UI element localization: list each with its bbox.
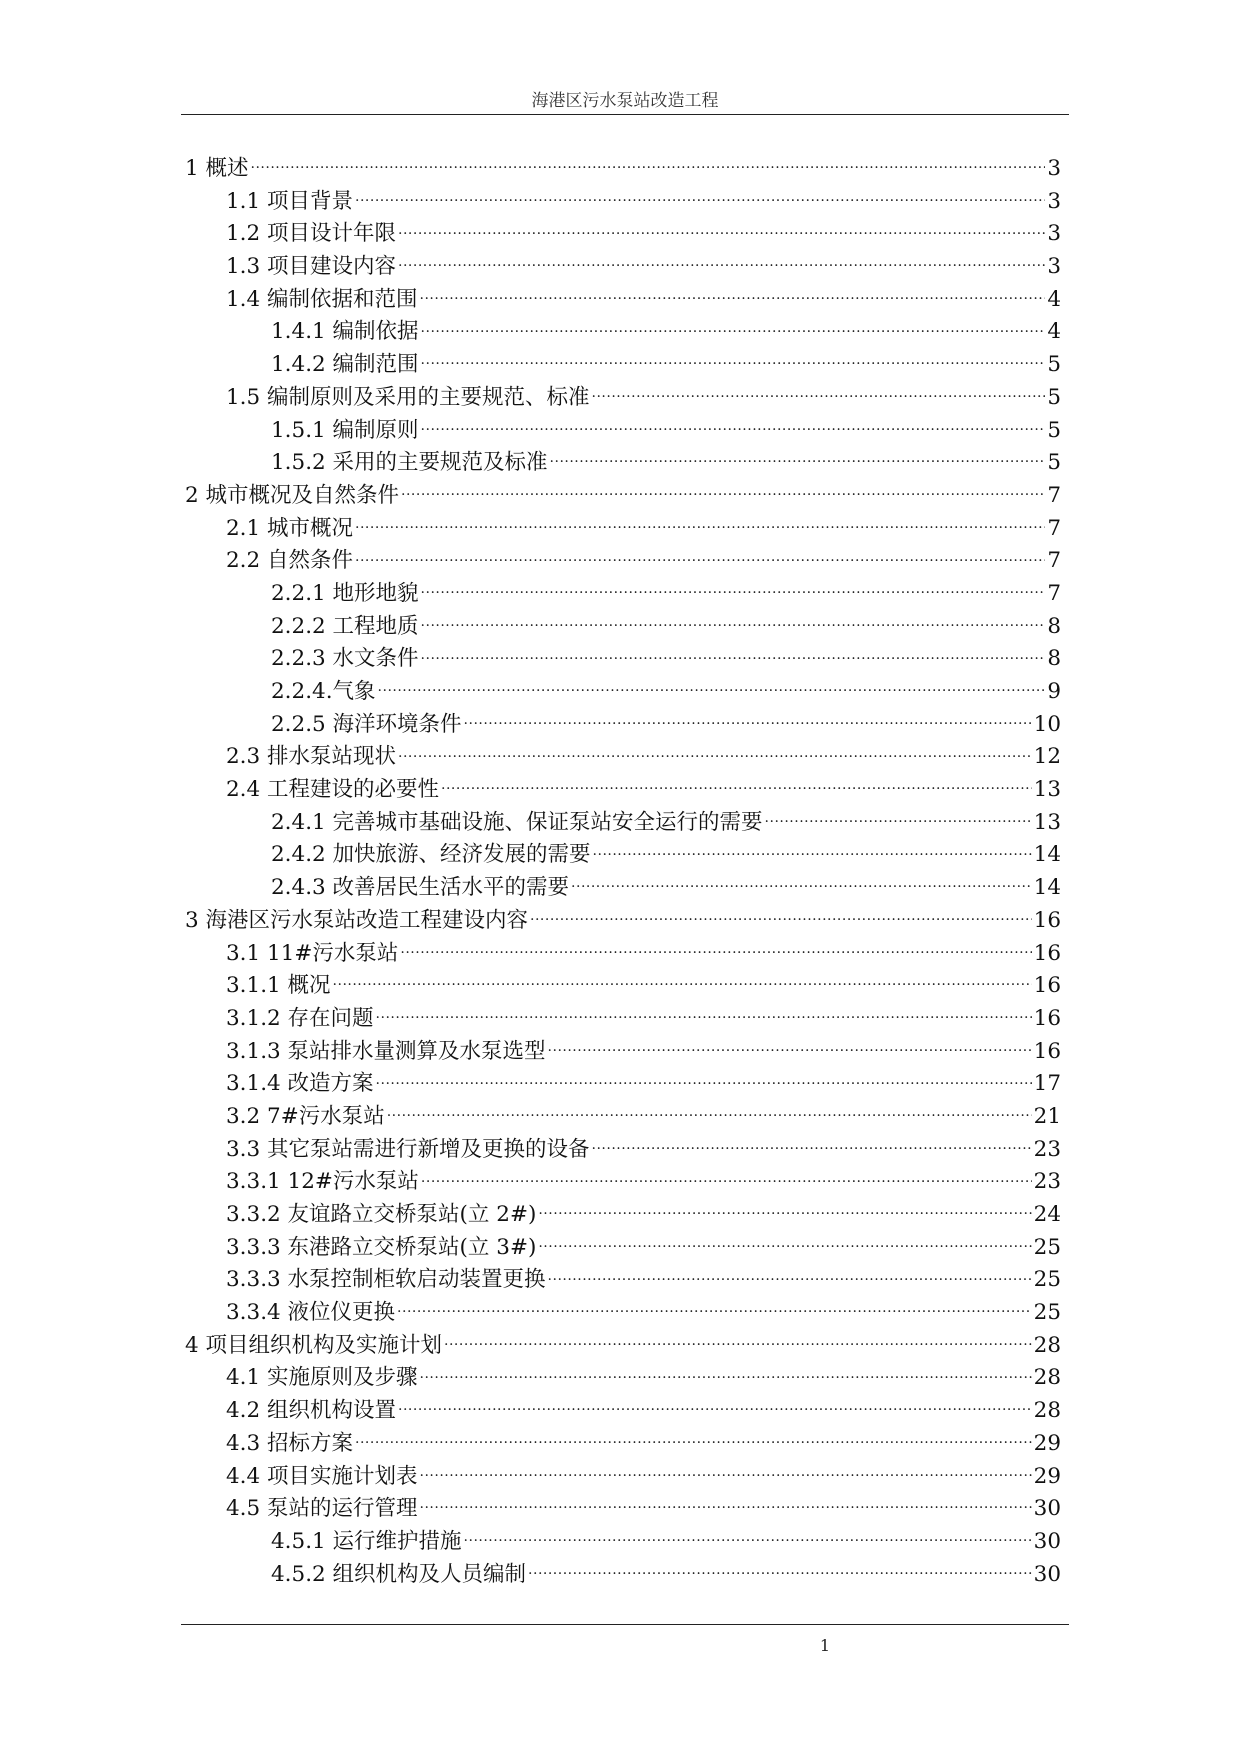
- toc-entry[interactable]: [181, 641, 1061, 674]
- toc-dot-leader: [420, 1459, 1032, 1483]
- toc-entry-page: 29: [1033, 1463, 1061, 1489]
- toc-dot-leader: [421, 1164, 1032, 1188]
- toc-entry-title: 3 海港区污水泵站改造工程建设内容: [185, 907, 529, 933]
- toc-entry-page: 16: [1033, 940, 1061, 966]
- toc-entry[interactable]: [181, 413, 1061, 446]
- toc-entry-page: 25: [1033, 1267, 1061, 1293]
- toc-entry-page: 12: [1033, 744, 1061, 770]
- toc-dot-leader: [376, 1066, 1032, 1090]
- toc-entry[interactable]: [181, 1328, 1061, 1361]
- toc-entry-title: 2.4.1 完善城市基础设施、保证泵站安全运行的需要: [271, 809, 763, 835]
- toc-entry-title: 3.3.1 12#污水泵站: [226, 1169, 419, 1195]
- toc-entry[interactable]: [181, 1393, 1061, 1426]
- toc-entry-page: 16: [1033, 1005, 1061, 1031]
- toc-dot-leader: [355, 1426, 1032, 1450]
- toc-entry-title: 2.2 自然条件: [226, 548, 354, 574]
- toc-entry-title: 1.5 编制原则及采用的主要规范、标准: [226, 384, 590, 410]
- toc-entry-page: 30: [1033, 1496, 1061, 1522]
- toc-entry-page: 5: [1047, 384, 1061, 410]
- toc-dot-leader: [441, 772, 1032, 796]
- toc-entry-page: 21: [1033, 1103, 1061, 1129]
- toc-entry-page: 16: [1033, 907, 1061, 933]
- toc-dot-leader: [398, 1393, 1032, 1417]
- toc-entry[interactable]: [181, 903, 1061, 936]
- toc-entry[interactable]: [181, 1197, 1061, 1230]
- toc-entry[interactable]: [181, 216, 1061, 249]
- toc-entry[interactable]: [181, 936, 1061, 969]
- toc-entry-title: 3.3 其它泵站需进行新增及更换的设备: [226, 1136, 590, 1162]
- toc-entry-page: 7: [1047, 515, 1061, 541]
- toc-dot-leader: [444, 1328, 1032, 1352]
- toc-entry[interactable]: [181, 805, 1061, 838]
- toc-entry-page: 28: [1033, 1332, 1061, 1358]
- toc-entry[interactable]: [181, 870, 1061, 903]
- toc-dot-leader: [765, 805, 1032, 829]
- toc-entry[interactable]: [181, 1230, 1061, 1263]
- toc-dot-leader: [592, 1132, 1032, 1156]
- toc-entry-title: 2 城市概况及自然条件: [185, 482, 400, 508]
- toc-dot-leader: [355, 543, 1045, 567]
- toc-entry-title: 3.3.3 水泵控制柜软启动装置更换: [226, 1267, 546, 1293]
- toc-entry-page: 5: [1047, 450, 1061, 476]
- toc-entry[interactable]: [181, 1262, 1061, 1295]
- toc-entry-title: 2.4 工程建设的必要性: [226, 777, 440, 803]
- toc-dot-leader: [530, 903, 1032, 927]
- toc-entry-title: 3.1.1 概况: [226, 973, 331, 999]
- toc-dot-leader: [378, 674, 1045, 698]
- footer-divider: [181, 1624, 1069, 1625]
- toc-entry-title: 3.1.4 改造方案: [226, 1071, 374, 1097]
- toc-entry[interactable]: [181, 1491, 1061, 1524]
- toc-dot-leader: [571, 870, 1032, 894]
- toc-entry-title: 4.3 招标方案: [226, 1430, 354, 1456]
- toc-entry[interactable]: [181, 1001, 1061, 1034]
- toc-entry-page: 30: [1033, 1528, 1061, 1554]
- page-header-title: 海港区污水泵站改造工程: [531, 91, 719, 111]
- toc-entry[interactable]: [181, 1066, 1061, 1099]
- toc-entry[interactable]: [181, 1034, 1061, 1067]
- toc-entry-title: 2.4.3 改善居民生活水平的需要: [271, 875, 570, 901]
- toc-dot-leader: [421, 641, 1045, 665]
- toc-entry-title: 2.2.5 海洋环境条件: [271, 711, 462, 737]
- toc-dot-leader: [464, 1524, 1032, 1548]
- toc-entry-title: 4.5.1 运行维护措施: [271, 1528, 462, 1554]
- toc-entry-title: 4.5.2 组织机构及人员编制: [271, 1561, 527, 1587]
- toc-entry-title: 2.3 排水泵站现状: [226, 744, 397, 770]
- toc-entry-title: 3.3.4 液位仪更换: [226, 1300, 396, 1326]
- toc-entry-title: 4.2 组织机构设置: [226, 1398, 397, 1424]
- toc-entry-page: 25: [1033, 1300, 1061, 1326]
- toc-entry[interactable]: [181, 576, 1061, 609]
- toc-entry-title: 1.3 项目建设内容: [226, 254, 397, 280]
- toc-entry-title: 2.4.2 加快旅游、经济发展的需要: [271, 842, 591, 868]
- toc-entry-title: 2.2.3 水文条件: [271, 646, 419, 672]
- toc-dot-leader: [550, 445, 1045, 469]
- toc-entry-title: 3.3.3 东港路立交桥泵站(立 3#): [226, 1234, 537, 1260]
- toc-dot-leader: [538, 1230, 1031, 1254]
- toc-entry-page: 3: [1047, 221, 1061, 247]
- toc-dot-leader: [400, 936, 1031, 960]
- toc-dot-leader: [387, 1099, 1032, 1123]
- toc-entry[interactable]: [181, 478, 1061, 511]
- toc-entry[interactable]: [181, 1360, 1061, 1393]
- toc-dot-leader: [538, 1197, 1031, 1221]
- toc-dot-leader: [421, 609, 1045, 633]
- header-divider: [181, 114, 1069, 115]
- toc-dot-leader: [420, 1491, 1032, 1515]
- toc-entry-page: 25: [1033, 1234, 1061, 1260]
- toc-dot-leader: [548, 1262, 1032, 1286]
- toc-entry-page: 9: [1047, 679, 1061, 704]
- toc-entry-page: 24: [1033, 1202, 1061, 1227]
- toc-dot-leader: [398, 249, 1045, 273]
- toc-entry-title: 1.1 项目背景: [226, 188, 354, 214]
- toc-dot-leader: [548, 1034, 1032, 1058]
- toc-entry-title: 1.4.2 编制范围: [271, 352, 419, 378]
- toc-entry-title: 4.4 项目实施计划表: [226, 1463, 418, 1489]
- toc-entry-page: 14: [1033, 842, 1061, 868]
- toc-entry[interactable]: [181, 184, 1061, 217]
- toc-entry-page: 10: [1033, 711, 1061, 737]
- toc-entry-page: 7: [1047, 482, 1061, 508]
- toc-entry-title: 4.1 实施原则及步骤: [226, 1365, 418, 1391]
- toc-entry[interactable]: [181, 1164, 1061, 1197]
- toc-entry-page: 3: [1047, 156, 1061, 181]
- toc-entry-page: 8: [1047, 613, 1061, 639]
- toc-entry[interactable]: [181, 1426, 1061, 1459]
- toc-entry-title: 1.5.2 采用的主要规范及标准: [271, 450, 548, 476]
- toc-entry[interactable]: [181, 380, 1061, 413]
- toc-entry-title: 2.1 城市概况: [226, 515, 354, 541]
- toc-entry-page: 5: [1047, 417, 1061, 443]
- toc-entry[interactable]: [181, 837, 1061, 870]
- toc-entry-page: 13: [1033, 777, 1061, 803]
- toc-entry-page: 14: [1033, 875, 1061, 901]
- toc-entry[interactable]: [181, 1132, 1061, 1165]
- toc-entry-page: 3: [1047, 188, 1061, 214]
- toc-entry[interactable]: [181, 282, 1061, 315]
- toc-entry[interactable]: [181, 1295, 1061, 1328]
- toc-entry[interactable]: [181, 968, 1061, 1001]
- toc-entry[interactable]: [181, 314, 1061, 347]
- toc-entry[interactable]: [181, 445, 1061, 478]
- toc-entry-page: 30: [1033, 1561, 1061, 1587]
- toc-entry[interactable]: [181, 674, 1061, 707]
- toc-entry[interactable]: [181, 609, 1061, 642]
- toc-entry-title: 4 项目组织机构及实施计划: [185, 1332, 443, 1358]
- toc-entry-title: 2.2.1 地形地貌: [271, 580, 419, 606]
- toc-dot-leader: [421, 576, 1045, 600]
- toc-entry[interactable]: [181, 739, 1061, 772]
- toc-entry-title: 3.2 7#污水泵站: [226, 1103, 385, 1129]
- toc-entry-title: 1.5.1 编制原则: [271, 417, 419, 443]
- toc-dot-leader: [397, 1295, 1032, 1319]
- toc-entry-title: 4.5 泵站的运行管理: [226, 1496, 418, 1522]
- toc-dot-leader: [420, 282, 1045, 306]
- toc-entry-title: 3.1.3 泵站排水量测算及水泵选型: [226, 1038, 546, 1064]
- toc-entry[interactable]: [181, 1459, 1061, 1492]
- toc-dot-leader: [251, 151, 1045, 175]
- toc-entry-title: 1 概述: [185, 156, 249, 181]
- toc-entry-page: 17: [1033, 1071, 1061, 1097]
- toc-entry-page: 4: [1047, 319, 1061, 345]
- toc-entry-title: 3.3.2 友谊路立交桥泵站(立 2#): [226, 1202, 537, 1227]
- toc-dot-leader: [376, 1001, 1032, 1025]
- toc-entry-page: 13: [1033, 809, 1061, 835]
- toc-entry-page: 7: [1047, 580, 1061, 606]
- toc-entry-title: 2.2.2 工程地质: [271, 613, 419, 639]
- toc-entry[interactable]: [181, 1557, 1061, 1590]
- toc-entry[interactable]: [181, 511, 1061, 544]
- toc-entry-page: 29: [1033, 1430, 1061, 1456]
- toc-entry[interactable]: [181, 249, 1061, 282]
- toc-dot-leader: [333, 968, 1032, 992]
- toc-dot-leader: [420, 1360, 1032, 1384]
- toc-entry-title: 1.2 项目设计年限: [226, 221, 397, 247]
- toc-dot-leader: [592, 380, 1045, 404]
- toc-dot-leader: [355, 184, 1045, 208]
- toc-dot-leader: [528, 1557, 1032, 1581]
- toc-dot-leader: [398, 739, 1032, 763]
- toc-entry[interactable]: [181, 543, 1061, 576]
- toc-entry-page: 3: [1047, 254, 1061, 280]
- toc-entry-page: 7: [1047, 548, 1061, 574]
- toc-entry-title: 1.4 编制依据和范围: [226, 286, 418, 312]
- toc-dot-leader: [421, 347, 1045, 371]
- page-number: 1: [819, 1636, 831, 1655]
- toc-dot-leader: [401, 478, 1045, 502]
- toc-entry[interactable]: [181, 772, 1061, 805]
- toc-dot-leader: [355, 511, 1045, 535]
- toc-dot-leader: [464, 707, 1032, 731]
- toc-dot-leader: [398, 216, 1045, 240]
- toc-entry-page: 5: [1047, 352, 1061, 378]
- toc-entry-page: 4: [1047, 286, 1061, 312]
- toc-entry-page: 28: [1033, 1365, 1061, 1391]
- toc-entry[interactable]: [181, 347, 1061, 380]
- toc-entry[interactable]: [181, 707, 1061, 740]
- toc-entry-title: 3.1.2 存在问题: [226, 1005, 374, 1031]
- toc-entry-title: 2.2.4.气象: [271, 679, 376, 704]
- toc-entry-page: 16: [1033, 1038, 1061, 1064]
- toc-entry-page: 23: [1033, 1169, 1061, 1195]
- toc-entry-page: 23: [1033, 1136, 1061, 1162]
- toc-dot-leader: [421, 413, 1045, 437]
- toc-entry-title: 3.1 11#污水泵站: [226, 940, 399, 966]
- toc-dot-leader: [421, 314, 1045, 338]
- toc-entry[interactable]: [181, 1099, 1061, 1132]
- toc-entry[interactable]: [181, 151, 1061, 184]
- toc-entry-title: 1.4.1 编制依据: [271, 319, 419, 345]
- toc-entry-page: 28: [1033, 1398, 1061, 1424]
- toc-entry-page: 8: [1047, 646, 1061, 672]
- toc-entry-page: 16: [1033, 973, 1061, 999]
- toc-dot-leader: [593, 837, 1032, 861]
- table-of-contents: [181, 151, 1061, 1589]
- toc-entry[interactable]: [181, 1524, 1061, 1557]
